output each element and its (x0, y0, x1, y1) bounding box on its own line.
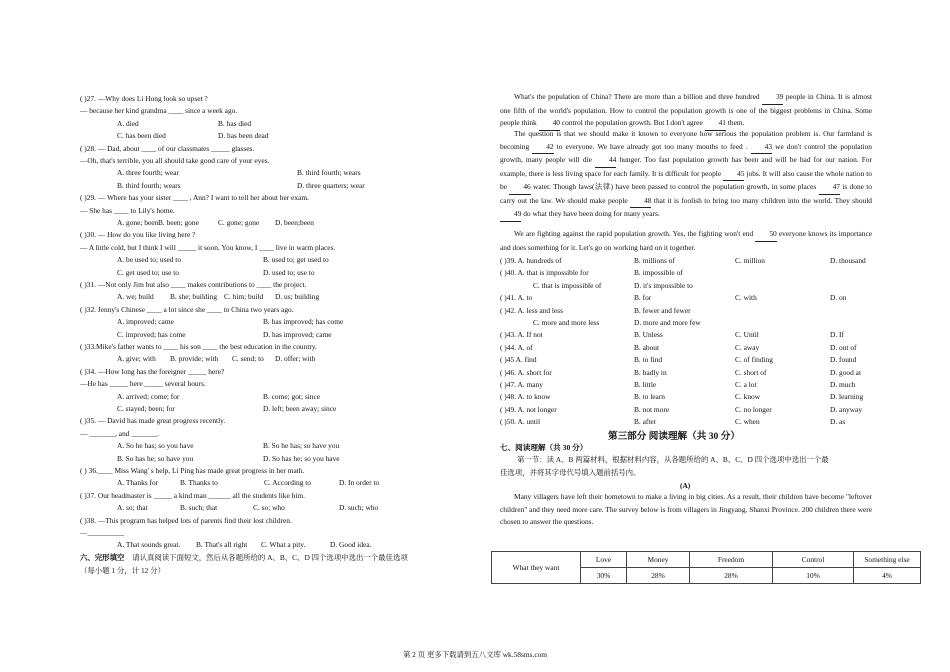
answer-option: A. we; build (117, 292, 154, 302)
question-stem: ( )32. Jenny's Chinese ____ a lot since she ____ to China two years ago. (80, 304, 294, 314)
answer-option: A. so; that (117, 503, 148, 513)
answer-option: C. According to (264, 478, 312, 488)
cloze-option: B. to find (634, 355, 663, 365)
answer-option: A. arrived; come; for (117, 391, 180, 401)
cloze-question: ( )45 A. find (500, 355, 537, 365)
cloze-option: C. Until (735, 330, 759, 340)
answer-option: A. died (117, 118, 139, 128)
question-stem: ( )27. —Why does Li Hong look so upset ? (80, 94, 208, 103)
cloze-option: B. impossible of (634, 268, 683, 278)
answer-option: D. left; been away; since (263, 404, 337, 413)
passage-paragraph-3: We are fighting against the rapid population growth. Yes, the fighting won't end 50 everyone knows its importance and does something for it. Let's go on working hard on it together. (500, 229, 873, 252)
cloze-option: C. a lot (735, 380, 757, 389)
answer-option: D. been;been (275, 218, 314, 227)
cloze-blank: 45 (723, 168, 744, 182)
cloze-option: B. not more (634, 404, 670, 414)
cloze-blank: 41 (705, 117, 726, 131)
answer-option: C. has been died (117, 131, 166, 141)
cloze-option: D. thousand (830, 256, 866, 265)
cloze-option: C. when (735, 417, 760, 427)
question-dialogue: —Oh, that's terrible, you all should take good care of your eyes. (80, 156, 270, 165)
question-stem: ( )29. — Where has your sister ____ , Ann? I want to tell her about her exam. (80, 193, 309, 203)
answer-option: B. has improved; has come (263, 317, 344, 327)
cloze-option: D. more and more few (634, 318, 701, 327)
cloze-question: ( )40. A. that is impossible for (500, 268, 589, 278)
cloze-option: D. much (830, 380, 856, 389)
answer-option: B. third fourth; wears (297, 168, 361, 178)
cloze-instructions (80, 553, 408, 562)
answer-option: B. come; got; since (263, 391, 321, 401)
answer-option: A. three fourth; wear (117, 168, 179, 178)
answer-option: D. used to; use to (263, 267, 315, 277)
answer-option: D. has been dead (218, 131, 269, 141)
answer-option: A. give; with (117, 354, 156, 364)
answer-option: B. third fourth; wears (117, 180, 181, 190)
cloze-option: D. on (830, 293, 847, 303)
answer-option: B. So has he; so have you (117, 453, 194, 463)
cloze-option: D. found (830, 355, 857, 365)
question-stem: ( )35. — David has made great progress recently. (80, 416, 226, 426)
question-dialogue: —He has _____ here _____ several hours. (80, 379, 206, 389)
question-stem: ( )38. —This program has helped lots of parents find their lost children. (80, 515, 292, 525)
cloze-question: ( )39. A. hundreds of (500, 256, 562, 265)
cloze-blank: 40 (539, 117, 560, 131)
answer-option: D. In order to (339, 478, 380, 488)
cloze-question: ( )42. A. less and less (500, 305, 564, 315)
answer-option: A. be used to; used to (117, 255, 182, 265)
answer-option: B. That's all right (196, 540, 248, 550)
cloze-blank: 44 (595, 154, 616, 168)
reading-instruction-2: 佳选项，并将其字母代号填入题前括号内。 (500, 468, 641, 477)
answer-option: D. So has he; so you have (263, 453, 340, 463)
cloze-option: D. If (830, 330, 844, 340)
answer-option: D. us; building (275, 292, 320, 302)
cloze-question: ( )47. A. many (500, 380, 543, 389)
answer-option: C. improved; has come (117, 329, 186, 339)
cloze-question: ( )48. A. to know (500, 392, 551, 402)
answer-option: D. three quarters; wear (297, 180, 365, 190)
answer-option: C. so; who (253, 503, 285, 513)
survey-table (491, 551, 921, 584)
survey-value-cell: 28% (690, 568, 773, 584)
cloze-option: C. know (735, 392, 761, 402)
cloze-instructions-text: 请认真阅读下面短文，然后从各题所给的 A、B、C、D 四个选项中选出一个最佳选项 (132, 553, 408, 562)
answer-option: B. been; gone (158, 218, 199, 227)
survey-header-cell: Control (773, 552, 854, 568)
question-stem: ( )37. Our headmaster is _____ a kind man ______ all the students like him. (80, 490, 305, 500)
cloze-blank: 49 (500, 208, 521, 222)
cloze-option: B. after (634, 417, 657, 427)
cloze-blank: 47 (819, 181, 840, 195)
survey-row-label: What they want (492, 552, 581, 584)
answer-option: B. So he has; so have you (263, 441, 340, 451)
cloze-title: 六、完形填空 (80, 553, 125, 562)
survey-value-cell: 28% (627, 568, 690, 584)
cloze-blank: 48 (630, 195, 651, 209)
answer-option: D. offer; with (275, 354, 316, 364)
survey-header-cell: Something else (854, 552, 921, 568)
survey-value-cell: 4% (854, 568, 921, 584)
cloze-option: C. more and more less (533, 318, 600, 327)
cloze-option: C. that is impossible of (533, 280, 602, 290)
question-stem: ( )30. — How do you like living here ? (80, 230, 196, 240)
answer-option: B. has died (218, 118, 252, 128)
answer-option: A. That sounds great. (117, 540, 181, 550)
answer-option: A. gone; been (117, 218, 159, 227)
question-stem: ( )33.Mike's father wants to ____ his son ____ the best education in the country. (80, 342, 317, 351)
cloze-option: C. of finding (735, 355, 773, 365)
cloze-option: D. learning (830, 392, 864, 402)
answer-option: B. provide; with (170, 354, 219, 364)
answer-option: C. him; build (224, 292, 264, 302)
cloze-option: C. no longer (735, 404, 772, 414)
cloze-blank: 50 (755, 228, 776, 242)
answer-option: C. get used to; use to (117, 267, 179, 277)
part3-heading: 第三部分 阅读理解（共 30 分） (608, 431, 740, 442)
cloze-blank: 39 (762, 91, 783, 105)
cloze-instructions-2: （每小题 1 分，计 12 分） (80, 566, 165, 575)
answer-option: B. used to; get used to (263, 255, 329, 265)
cloze-question: ( )50. A. until (500, 417, 541, 427)
cloze-question: ( )43. A. If not (500, 330, 543, 340)
cloze-question: ( )46. A. short for (500, 367, 552, 377)
survey-header-cell: Freedom (690, 552, 773, 568)
answer-option: A. Thanks for (117, 478, 159, 488)
survey-header-row (492, 552, 921, 568)
reading-instruction-1: 第一节：读 A、B 两篇材料，根据材料内容，从各题所给的 A、B、C、D 四个选项中选出一个最 (517, 455, 829, 464)
answer-option: D. has improved; came (263, 329, 332, 339)
answer-option: C. stayed; been; for (117, 404, 175, 413)
cloze-option: C. million (735, 256, 765, 265)
survey-header-cell: Love (581, 552, 627, 568)
cloze-question: ( )41. A. to (500, 293, 533, 303)
cloze-option: C. away (735, 342, 760, 352)
cloze-option: B. millions of (634, 256, 675, 265)
cloze-option: D. out of (830, 342, 857, 352)
cloze-option: B. fewer and fewer (634, 305, 691, 315)
cloze-option: B. for (634, 293, 652, 303)
answer-option: C. send; to (232, 354, 264, 364)
answer-option: D. Good idea. (330, 540, 372, 550)
answer-option: A. improved; came (117, 317, 174, 327)
answer-option: C. gone; gone (218, 218, 260, 227)
survey-value-cell: 30% (581, 568, 627, 584)
cloze-option: D. it's impossible to (634, 280, 693, 290)
answer-option: B. such; that (180, 503, 218, 513)
survey-value-cell: 10% (773, 568, 854, 584)
question-stem: ( )31. —Not only Jim but also ____ makes contributions to ____ the project. (80, 280, 307, 289)
cloze-question: ( )49. A. not longer (500, 404, 557, 414)
reading-section-title: 七、阅读理解（共 30 分） (500, 443, 588, 452)
cloze-blank: 42 (532, 141, 553, 155)
answer-option: A. So he has; so you have (117, 441, 194, 451)
answer-option: C. What a pity. (261, 540, 306, 550)
reading-a-text: Many villagers have left their hometown to make a living in big cities. As a result, their children have become "leftover children" and they need more care. The survey below is from villagers in Jingyang, Shanxi Province. 200 children there were chosen to answer the questions. (500, 492, 872, 526)
cloze-option: B. badly in (634, 367, 667, 377)
answer-option: B. she; building (170, 292, 218, 302)
answer-option: B. Thanks to (180, 478, 218, 488)
answer-option: D. such; who (339, 503, 379, 513)
question-dialogue: — A little cold, but I think I will _____ it soon. You know, I ____ live in warm places. (80, 242, 336, 252)
cloze-option: D. anyway (830, 404, 863, 414)
question-dialogue: — She has ____ to Lily's home. (80, 205, 175, 215)
question-stem: ( )34. —How long has the foreigner _____ here? (80, 366, 225, 376)
passage-a-label: (A) (680, 481, 691, 490)
question-dialogue: — _______, and _______. (80, 428, 160, 438)
cloze-option: B. about (634, 342, 660, 352)
question-stem: ( )28. — Dad, about ____ of our classmates _____ glasses. (80, 143, 255, 153)
cloze-option: B. to learn (634, 392, 665, 402)
passage-paragraph-2: The question is that we should make it known to everyone how serious the population problem is. Our farmland is becoming 42 to everyone. We have already got too many mouths to feed . 43 we don't control the population growth, many people will die 44 hunger. Too fast population growth has been and will be bad for our nation. For example, there is less living space for each family. It is difficult for people 45 jobs. It will also cause the whole nation to be 46 water. Though laws(法律) have been passed to control the population growth, in some places 47 is done to carry out the law. We should make people 48 that it is foolish to bring too many children into the world. They should 49 do what they have been doing for many years. (500, 128, 872, 222)
cloze-blank: 46 (509, 181, 530, 195)
cloze-question: ( )44. A. of (500, 342, 533, 352)
passage-paragraph-1: What's the population of China? There are more than a billion and three hundred 39 people in China. It is almost one fifth of the world's population. How to control the population growth is one of the biggest problems in China. Some people think 40 control the population growth. But I don't agree 41 them. (500, 91, 872, 131)
cloze-option: C. short of (735, 367, 767, 377)
cloze-option: C. with (735, 293, 757, 303)
cloze-option: D. as (830, 417, 846, 427)
question-dialogue: —__________ (80, 528, 125, 537)
survey-header-cell: Money (627, 552, 690, 568)
question-stem: ( ) 36.____ Miss Wang' s help, Li Ping has made great progress in her math. (80, 466, 305, 475)
cloze-option: B. Unless (634, 330, 663, 340)
page-footer: 第 2 页 更多下载请到五八文库 wk.58sms.com (402, 650, 548, 659)
question-dialogue: — because her kind grandma ____ since a week ago. (80, 106, 238, 116)
cloze-option: D. good at (830, 367, 861, 377)
cloze-option: B. little (634, 380, 657, 389)
cloze-blank: 43 (751, 141, 772, 155)
